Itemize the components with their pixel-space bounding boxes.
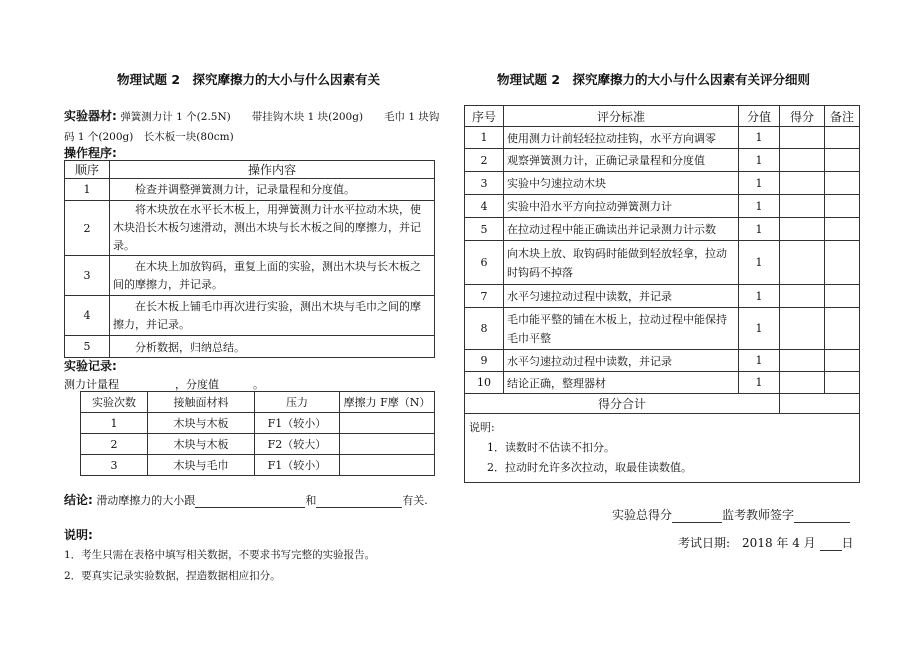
scoring-row: [465, 350, 860, 372]
scoring-remark-input[interactable]: [825, 308, 860, 350]
scoring-points: 1: [739, 350, 780, 372]
scoring-text: 向木块上放、取钩码时能做到轻放轻拿，拉动时钩码不掉落: [504, 241, 739, 285]
procedure-no: 1: [65, 179, 110, 201]
signature-blank[interactable]: [794, 511, 850, 523]
left-notes: [64, 545, 375, 587]
total-signature-line: [612, 506, 850, 523]
scoring-header-criteria: 评分标准: [504, 106, 739, 127]
scoring-text: 观察弹簧测力计，正确记录量程和分度值: [504, 149, 739, 172]
procedure-label: 操作程序:: [64, 146, 117, 160]
range-prefix: 测力计量程: [64, 378, 119, 391]
scoring-header-points: 分值: [739, 106, 780, 127]
procedure-no: 4: [65, 296, 110, 336]
scoring-table: [464, 105, 860, 483]
scoring-points: 1: [739, 372, 780, 394]
scoring-points: 1: [739, 308, 780, 350]
exam-date-line: [678, 534, 854, 551]
procedure-text: 将木块放在水平长木板上，用弹簧测力计水平拉动木块，使木块沿长木板匀速滑动，测出木块与长木板之间的摩擦力，并记录。: [110, 201, 435, 256]
procedure-text: 检查并调整弹簧测力计，记录量程和分度值。: [110, 179, 435, 201]
record-friction-input[interactable]: [340, 434, 435, 455]
left-title: 物理试题 2 探究摩擦力的大小与什么因素有关: [117, 72, 381, 87]
scoring-score-input[interactable]: [780, 127, 825, 149]
procedure-row: [65, 296, 435, 336]
total-score-blank[interactable]: [672, 511, 722, 523]
conclusion-label: 结论:: [64, 493, 93, 507]
procedure-text: 分析数据，归纳总结。: [110, 336, 435, 358]
scoring-total-label: 得分合计: [465, 394, 780, 414]
date-prefix: 考试日期: 2018 年 4 月: [678, 536, 816, 550]
procedure-row: [65, 336, 435, 358]
scoring-text: 使用测力计前轻轻拉动挂钩，水平方向调零: [504, 127, 739, 149]
conclusion-blank-1[interactable]: [195, 496, 305, 508]
left-notes-label: 说明:: [64, 528, 93, 542]
scoring-points: 1: [739, 149, 780, 172]
record-header-material: 接触面材料: [148, 392, 255, 413]
scoring-row: [465, 149, 860, 172]
scoring-row: [465, 195, 860, 218]
procedure-no: 5: [65, 336, 110, 358]
scoring-total-input[interactable]: [780, 394, 860, 414]
scoring-remark-input[interactable]: [825, 350, 860, 372]
scoring-points: 1: [739, 195, 780, 218]
scoring-remark-input[interactable]: [825, 285, 860, 308]
scoring-row: [465, 241, 860, 285]
total-score-label: 实验总得分: [612, 508, 673, 522]
record-table: [80, 391, 435, 476]
procedure-text: 在木块上加放钩码，重复上面的实验，测出木块与长木板之间的摩擦力，并记录。: [110, 256, 435, 296]
record-force: F1（较小）: [255, 455, 340, 476]
range-line: [64, 376, 264, 392]
record-material: 木块与毛巾: [148, 455, 255, 476]
record-friction-input[interactable]: [340, 413, 435, 434]
record-no: 3: [81, 455, 148, 476]
conclusion-text: 滑动摩擦力的大小跟: [96, 494, 196, 507]
right-note-item: 1．读数时不估读不扣分。: [487, 441, 615, 454]
scoring-score-input[interactable]: [780, 149, 825, 172]
scoring-no: 4: [465, 195, 504, 218]
record-row: [81, 413, 435, 434]
scoring-no: 3: [465, 172, 504, 195]
scoring-remark-input[interactable]: [825, 149, 860, 172]
procedure-no: 3: [65, 256, 110, 296]
scoring-no: 5: [465, 218, 504, 241]
scoring-header-score: 得分: [780, 106, 825, 127]
scoring-score-input[interactable]: [780, 350, 825, 372]
scoring-remark-input[interactable]: [825, 241, 860, 285]
scoring-row: [465, 285, 860, 308]
record-no: 2: [81, 434, 148, 455]
scoring-score-input[interactable]: [780, 218, 825, 241]
scoring-header-no: 序号: [465, 106, 504, 127]
equipment-line1: 弹簧测力计 1 个(2.5N) 带挂钩木块 1 块(200g) 毛巾 1 块钩: [120, 111, 440, 123]
scoring-no: 8: [465, 308, 504, 350]
scoring-remark-input[interactable]: [825, 372, 860, 394]
scoring-score-input[interactable]: [780, 241, 825, 285]
record-header-no: 实验次数: [81, 392, 148, 413]
scoring-header-remark: 备注: [825, 106, 860, 127]
scoring-text: 水平匀速拉动过程中读数，并记录: [504, 285, 739, 308]
record-force: F2（较大）: [255, 434, 340, 455]
procedure-header-no: 顺序: [65, 161, 110, 179]
equipment-label: 实验器材:: [64, 109, 117, 123]
scoring-text: 实验中匀速拉动木块: [504, 172, 739, 195]
scoring-points: 1: [739, 127, 780, 149]
scoring-notes-cell: [465, 414, 860, 483]
conclusion-end: 有关.: [402, 494, 428, 507]
signature-label: 监考教师签字: [722, 508, 795, 522]
equipment-line2: 码 1 个(200g) 长木板一块(80cm): [64, 131, 234, 143]
scoring-no: 9: [465, 350, 504, 372]
record-no: 1: [81, 413, 148, 434]
record-label: 实验记录:: [64, 359, 117, 373]
conclusion-and: 和: [305, 494, 317, 507]
scoring-no: 7: [465, 285, 504, 308]
record-force: F1（较小）: [255, 413, 340, 434]
record-material: 木块与木板: [148, 413, 255, 434]
procedure-row: [65, 201, 435, 256]
date-day-blank[interactable]: [820, 539, 842, 551]
scoring-text: 毛巾能平整的铺在木板上，拉动过程中能保持毛巾平整: [504, 308, 739, 350]
scoring-row: [465, 218, 860, 241]
procedure-header-content: 操作内容: [110, 161, 435, 179]
scoring-points: 1: [739, 285, 780, 308]
scoring-no: 1: [465, 127, 504, 149]
record-header-force: 压力: [255, 392, 340, 413]
procedure-row: [65, 179, 435, 201]
scoring-remark-input[interactable]: [825, 127, 860, 149]
scoring-row: [465, 127, 860, 149]
range-suffix: 。: [253, 378, 264, 391]
scoring-text: 在拉动过程中能正确读出并记录测力计示数: [504, 218, 739, 241]
right-note-item: 2．拉动时允许多次拉动，取最佳读数值。: [487, 461, 692, 474]
scoring-points: 1: [739, 241, 780, 285]
right-title: 物理试题 2 探究摩擦力的大小与什么因素有关评分细则: [497, 72, 811, 87]
procedure-table: [64, 160, 435, 358]
right-notes-label: 说明:: [469, 421, 495, 434]
record-material: 木块与木板: [148, 434, 255, 455]
scoring-no: 10: [465, 372, 504, 394]
scoring-score-input[interactable]: [780, 285, 825, 308]
record-friction-input[interactable]: [340, 455, 435, 476]
scoring-points: 1: [739, 218, 780, 241]
scoring-remark-input[interactable]: [825, 172, 860, 195]
record-row: [81, 434, 435, 455]
procedure-row: [65, 256, 435, 296]
scoring-text: 水平匀速拉动过程中读数，并记录: [504, 350, 739, 372]
scoring-row: [465, 308, 860, 350]
left-note-item: 1．考生只需在表格中填写相关数据，不要求书写完整的实验报告。: [64, 549, 376, 561]
scoring-score-input[interactable]: [780, 195, 825, 218]
scoring-score-input[interactable]: [780, 308, 825, 350]
equipment-block: [64, 106, 440, 147]
scoring-row: [465, 372, 860, 394]
scoring-notes-row: [465, 414, 860, 483]
scoring-remark-input[interactable]: [825, 218, 860, 241]
date-suffix: 日: [841, 536, 854, 550]
range-mid: ，分度值: [175, 378, 219, 391]
scoring-total-row: [465, 394, 860, 414]
scoring-no: 6: [465, 241, 504, 285]
scoring-score-input[interactable]: [780, 372, 825, 394]
scoring-no: 2: [465, 149, 504, 172]
scoring-points: 1: [739, 172, 780, 195]
scoring-text: 实验中沿水平方向拉动弹簧测力计: [504, 195, 739, 218]
conclusion-blank-2[interactable]: [316, 496, 402, 508]
left-note-item: 2．要真实记录实验数据，捏造数据相应扣分。: [64, 570, 281, 582]
scoring-remark-input[interactable]: [825, 195, 860, 218]
procedure-no: 2: [65, 201, 110, 256]
record-header-friction: 摩擦力 F摩（N）: [340, 392, 435, 413]
scoring-text: 结论正确，整理器材: [504, 372, 739, 394]
procedure-text: 在长木板上铺毛巾再次进行实验，测出木块与毛巾之间的摩擦力，并记录。: [110, 296, 435, 336]
scoring-row: [465, 172, 860, 195]
scoring-score-input[interactable]: [780, 172, 825, 195]
conclusion-line: [64, 491, 428, 508]
record-row: [81, 455, 435, 476]
